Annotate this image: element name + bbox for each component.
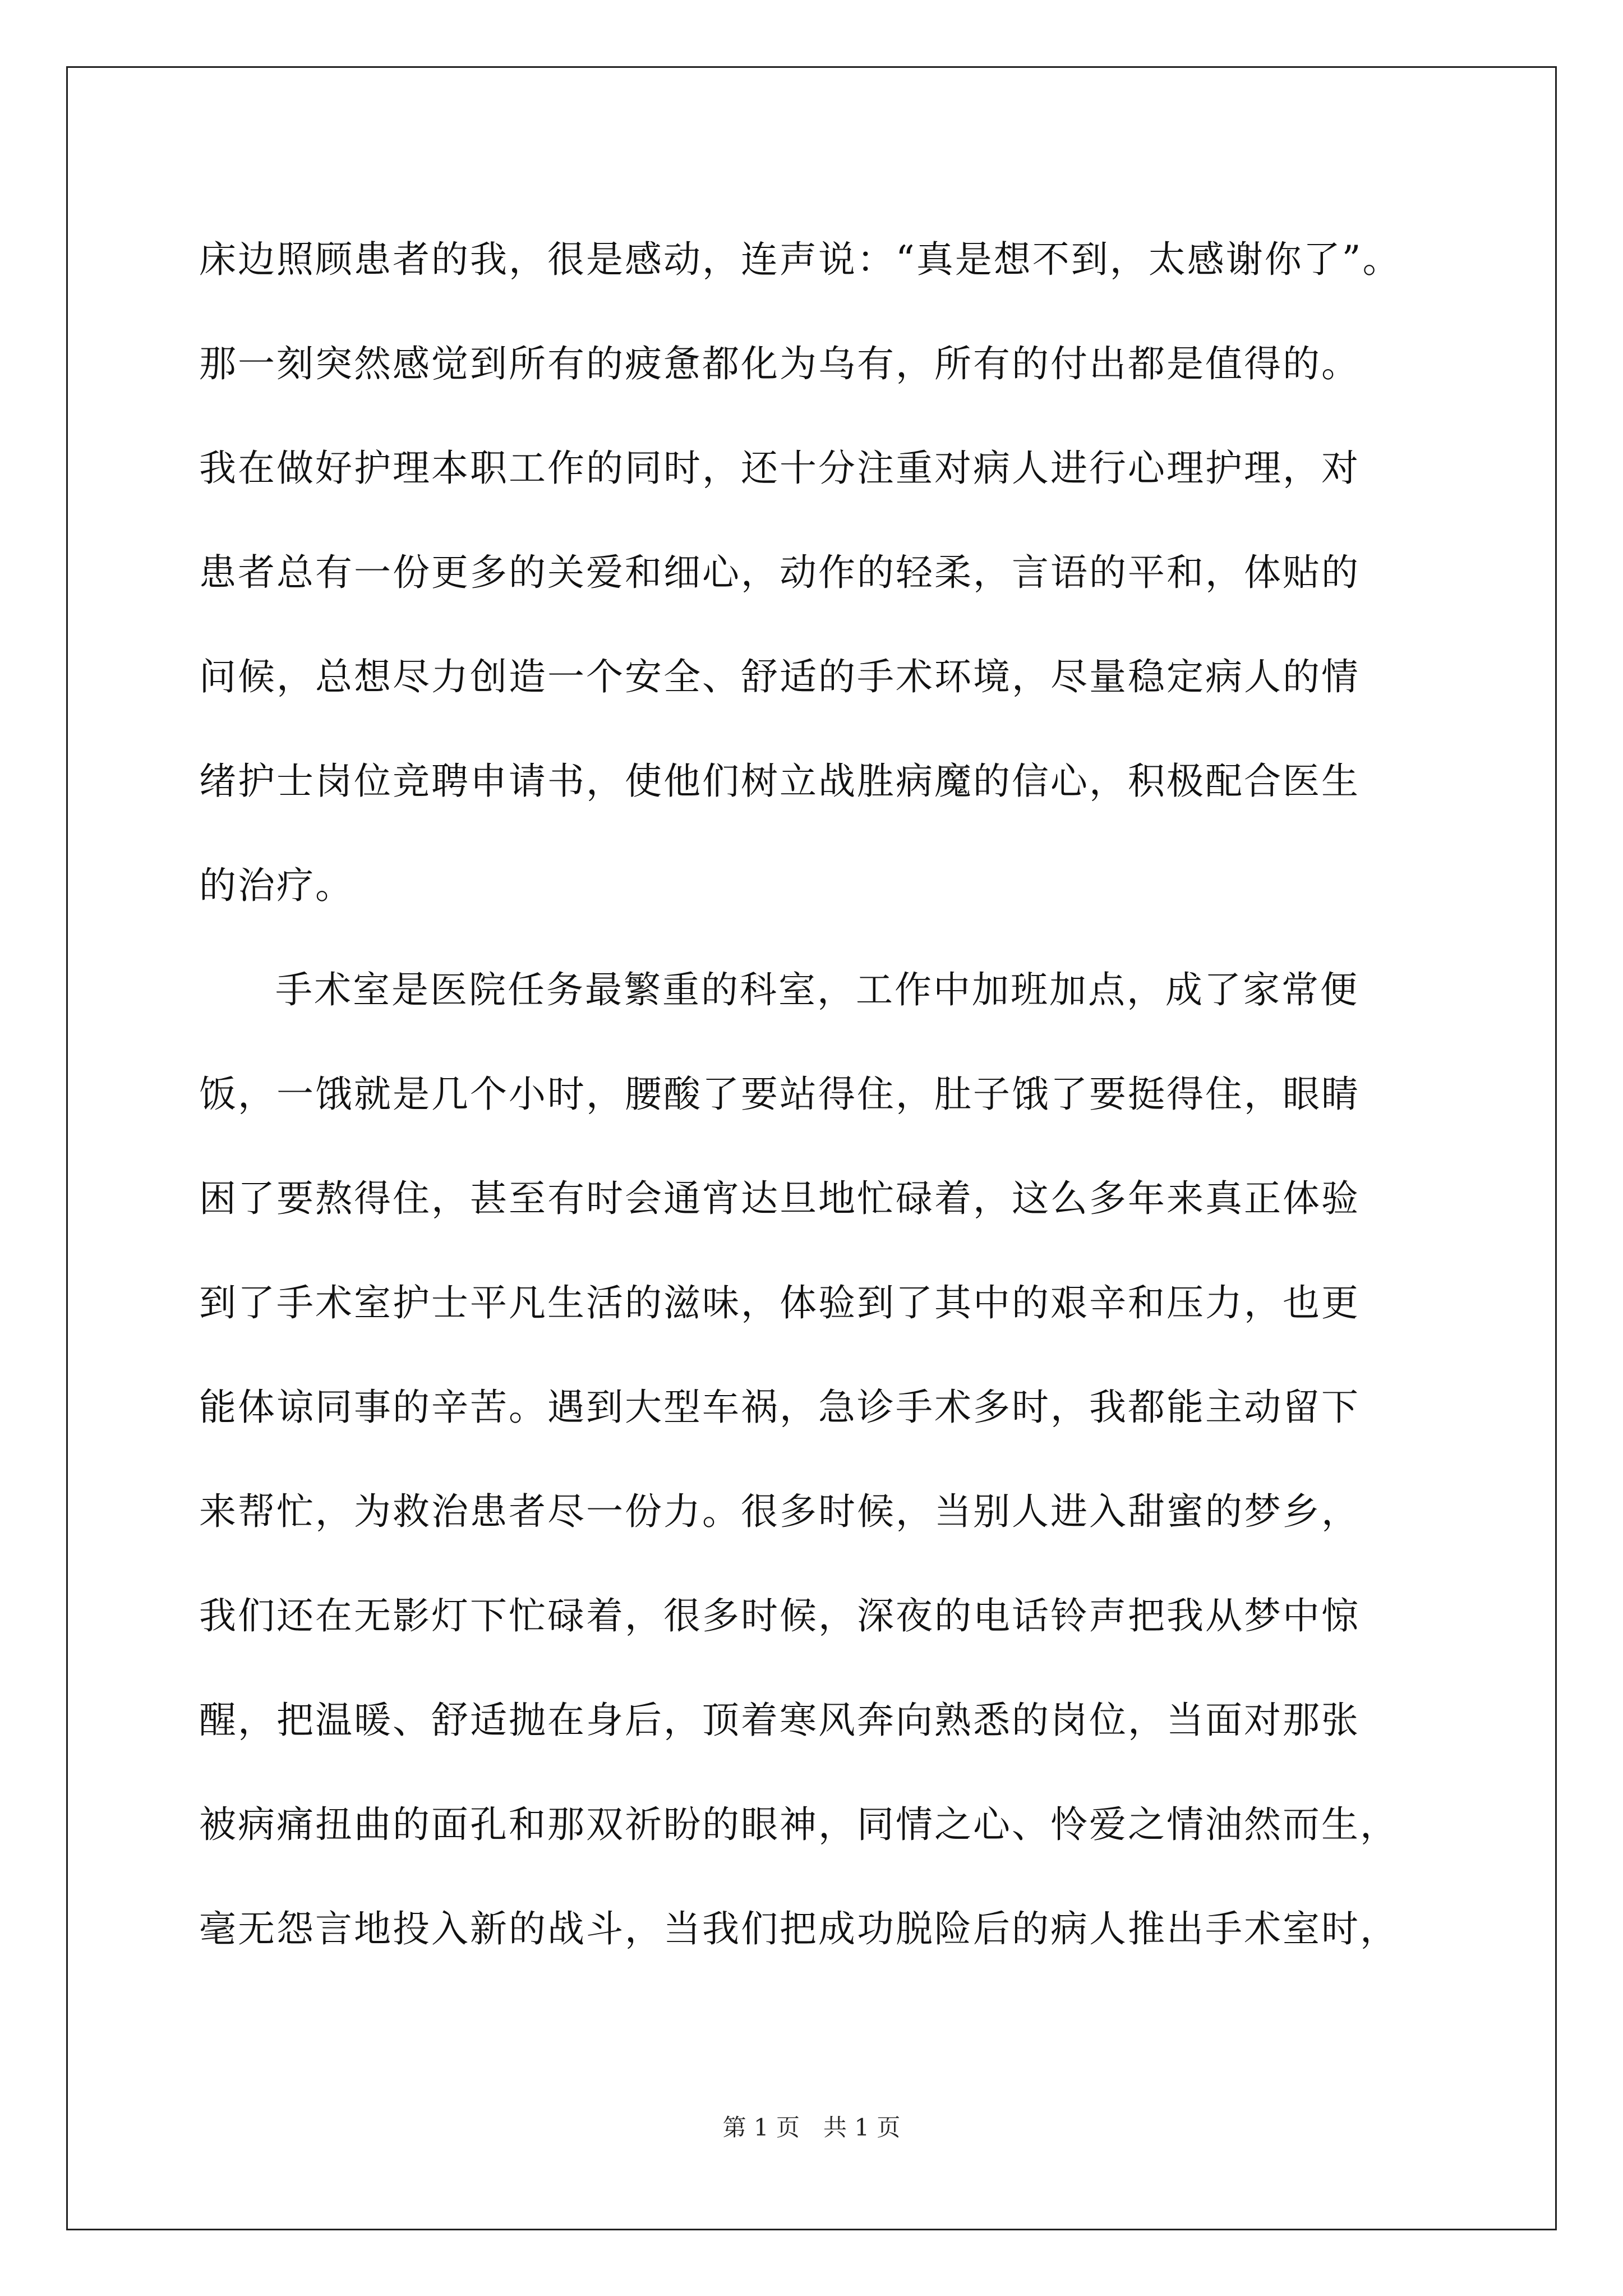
text-line: 到了手术室护士平凡生活的滋味，体验到了其中的艰辛和压力，也更 [199,1281,1360,1324]
text-line: 的治疗。 [199,864,354,907]
text-line: 问候，总想尽力创造一个安全、舒适的手术环境，尽量稳定病人的情 [199,655,1360,698]
text-line: 能体谅同事的辛苦。遇到大型车祸，急诊手术多时，我都能主动留下 [199,1386,1360,1429]
text-line: 那一刻突然感觉到所有的疲惫都化为乌有，所有的付出都是值得的。 [199,342,1360,385]
text-line: 患者总有一份更多的关爱和细心，动作的轻柔，言语的平和，体贴的 [199,551,1360,594]
paragraph-first-line: 手术室是医院任务最繁重的科室，工作中加班加点，成了家常便 [275,968,1359,1011]
text-line: 毫无怨言地投入新的战斗，当我们把成功脱险后的病人推出手术室时， [199,1907,1399,1950]
text-line: 绪护士岗位竞聘申请书，使他们树立战胜病魔的信心，积极配合医生 [199,760,1360,803]
text-line: 被病痛扭曲的面孔和那双祈盼的眼神，同情之心、怜爱之情油然而生， [199,1803,1399,1846]
text-line: 我们还在无影灯下忙碌着，很多时候，深夜的电话铃声把我从梦中惊 [199,1594,1360,1637]
text-line: 来帮忙，为救治患者尽一份力。很多时候，当别人进入甜蜜的梦乡， [199,1490,1360,1533]
text-line: 困了要熬得住，甚至有时会通宵达旦地忙碌着，这么多年来真正体验 [199,1177,1360,1220]
text-line: 我在做好护理本职工作的同时，还十分注重对病人进行心理护理，对 [199,447,1360,490]
document-body [199,208,1433,1981]
text-line: 饭，一饿就是几个小时，腰酸了要站得住，肚子饿了要挺得住，眼睛 [199,1073,1360,1116]
page-number: 第 1 页 共 1 页 [722,2114,901,2141]
text-line: 床边照顾患者的我，很是感动，连声说：“真是想不到，太感谢你了”。 [199,238,1401,281]
text-line: 醒，把温暖、舒适抛在身后，顶着寒风奔向熟悉的岗位，当面对那张 [199,1699,1360,1742]
